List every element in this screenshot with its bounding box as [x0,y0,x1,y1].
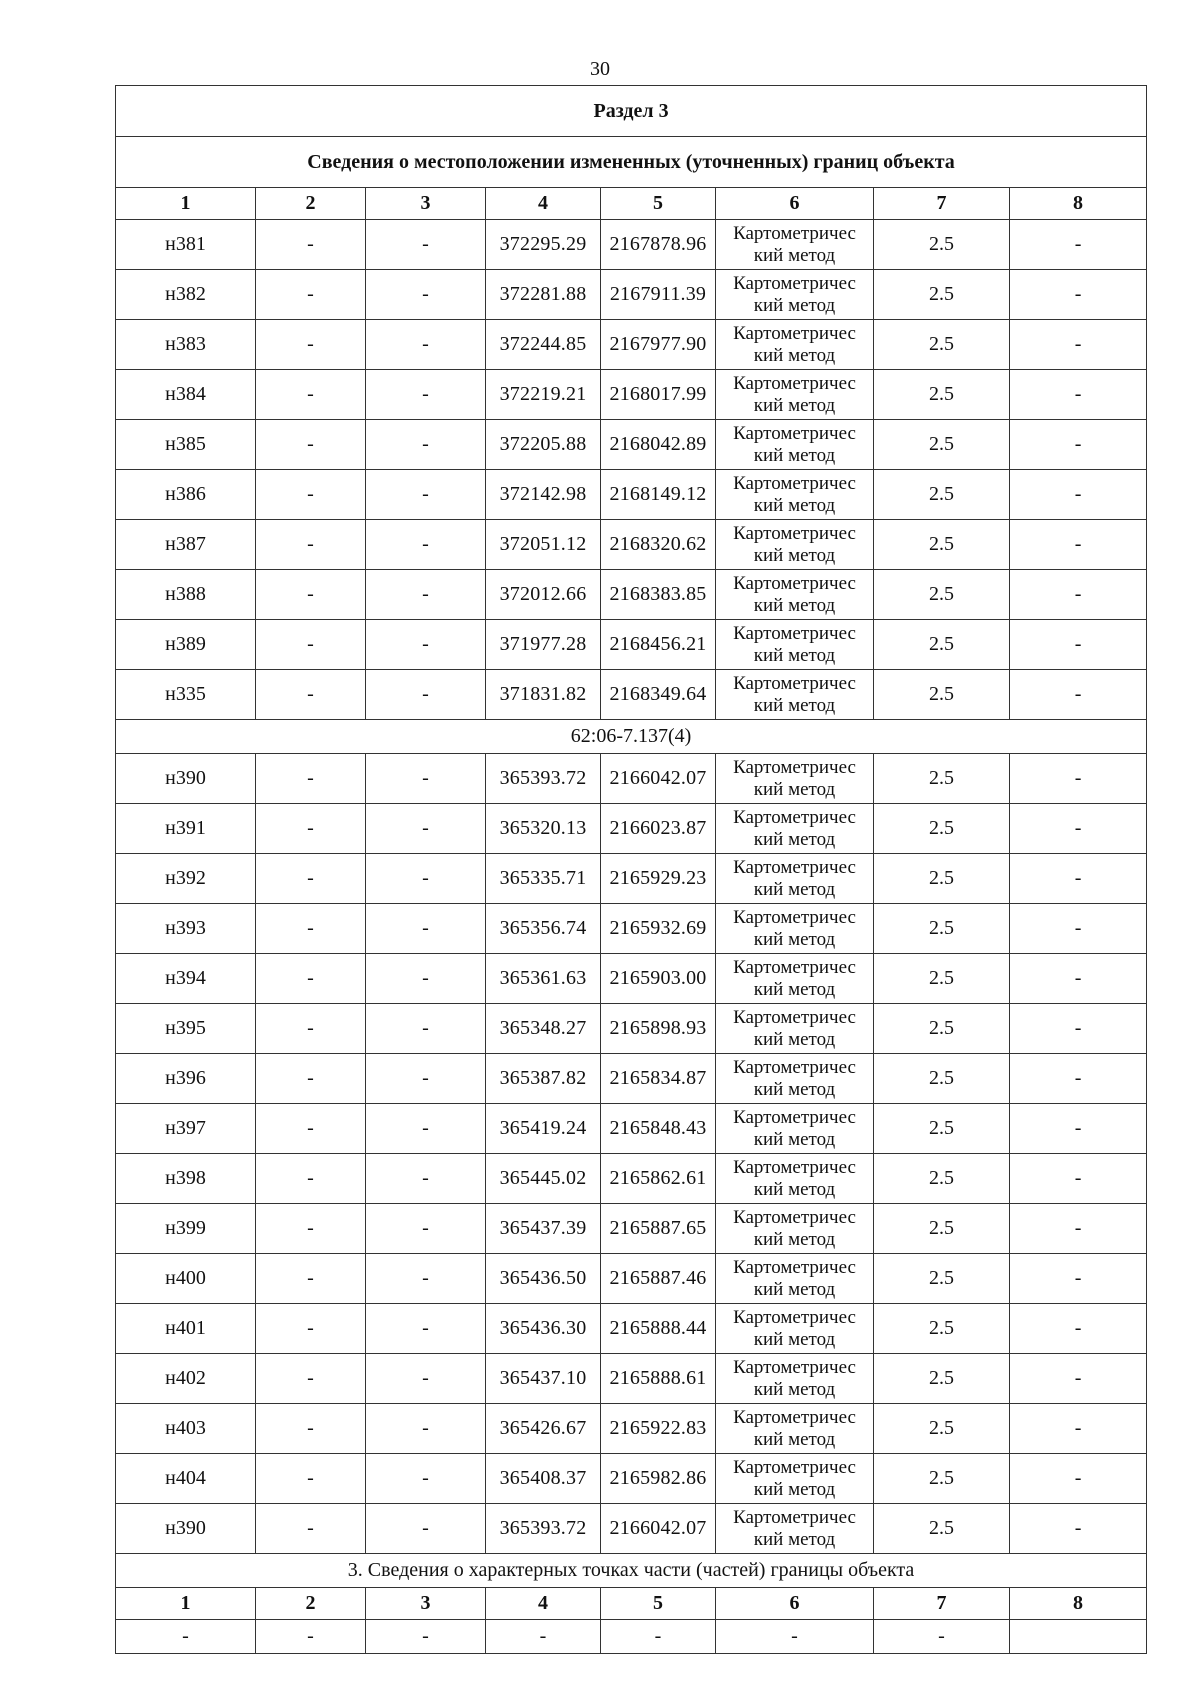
table-cell: 2.5 [874,954,1010,1004]
point-id-cell: н388 [116,570,256,620]
point-id-cell: н387 [116,520,256,570]
table-cell: 372012.66 [486,570,601,620]
column-header: 4 [486,188,601,220]
method-cell: Картометричес кий метод [716,1104,874,1154]
table-cell: - [256,420,366,470]
point-id-cell: н393 [116,904,256,954]
method-cell: Картометричес кий метод [716,1004,874,1054]
table-cell: 365348.27 [486,1004,601,1054]
table-cell: 2.5 [874,470,1010,520]
table-cell: - [256,1504,366,1554]
point-id-cell: н390 [116,754,256,804]
table-row [116,854,1147,904]
table-cell: 2166042.07 [601,754,716,804]
table-cell: 2165929.23 [601,854,716,904]
column-header: 4 [486,1588,601,1620]
point-id-cell: н398 [116,1154,256,1204]
table-row [116,1454,1147,1504]
table-cell: 2168456.21 [601,620,716,670]
method-cell: Картометричес кий метод [716,520,874,570]
table-cell: - [256,1154,366,1204]
table-cell: - [1010,1504,1147,1554]
table-row [116,1204,1147,1254]
table-cell: - [1010,1054,1147,1104]
column-header: 7 [874,1588,1010,1620]
table-cell: 372281.88 [486,270,601,320]
table-cell: - [874,1620,1010,1654]
table-row [116,1404,1147,1454]
table-cell: 2165982.86 [601,1454,716,1504]
point-id-cell: н386 [116,470,256,520]
table-cell: - [366,1054,486,1104]
method-cell: Картометричес кий метод [716,1254,874,1304]
table-cell: 2165887.46 [601,1254,716,1304]
table-cell: 2.5 [874,270,1010,320]
table-row [116,1004,1147,1054]
table-cell: 365356.74 [486,904,601,954]
point-id-cell: н404 [116,1454,256,1504]
table-cell: - [256,270,366,320]
table-row [116,620,1147,670]
table-cell: 2.5 [874,320,1010,370]
section3-label: 3. Сведения о характерных точках части (частей) границы объекта [116,1554,1147,1588]
table-cell: - [256,1304,366,1354]
table-cell: 2.5 [874,1454,1010,1504]
table-cell: - [256,804,366,854]
table-cell: - [1010,620,1147,670]
column-header: 5 [601,188,716,220]
table-cell: - [366,570,486,620]
table-cell: - [366,1254,486,1304]
table-cell: 365436.30 [486,1304,601,1354]
point-id-cell: н390 [116,1504,256,1554]
table-cell: 365320.13 [486,804,601,854]
table-cell: - [256,320,366,370]
table-cell: - [366,1004,486,1054]
method-cell: Картометричес кий метод [716,754,874,804]
point-id-cell: н385 [116,420,256,470]
table-cell: 2167878.96 [601,220,716,270]
table-cell: 2.5 [874,1504,1010,1554]
table-cell: 371831.82 [486,670,601,720]
table-row [116,470,1147,520]
table-cell: 2165932.69 [601,904,716,954]
table-cell: - [366,520,486,570]
table-cell: 2166042.07 [601,1504,716,1554]
method-cell: Картометричес кий метод [716,954,874,1004]
table-cell: - [256,904,366,954]
table-cell: - [366,954,486,1004]
table-cell: 2.5 [874,904,1010,954]
table-cell: - [366,620,486,670]
table-cell: - [366,854,486,904]
table-cell: - [256,1354,366,1404]
table-cell: - [256,1204,366,1254]
section-title: Раздел 3 [116,86,1147,137]
point-id-cell: н381 [116,220,256,270]
table-cell: 365445.02 [486,1154,601,1204]
point-id-cell: н403 [116,1404,256,1454]
table-cell: 2168017.99 [601,370,716,420]
method-cell: Картометричес кий метод [716,1504,874,1554]
table-cell: - [366,804,486,854]
table-cell: 371977.28 [486,620,601,670]
table-row [116,954,1147,1004]
table-cell: 365361.63 [486,954,601,1004]
table-cell: - [1010,320,1147,370]
table-cell: - [1010,470,1147,520]
method-cell: Картометричес кий метод [716,1204,874,1254]
table-cell: 372219.21 [486,370,601,420]
table-cell: - [486,1620,601,1654]
point-id-cell: н389 [116,620,256,670]
table-cell: 2165922.83 [601,1404,716,1454]
table-cell: - [256,220,366,270]
table-cell: 2.5 [874,1154,1010,1204]
table-cell: - [256,754,366,804]
table-row [116,420,1147,470]
column-header: 6 [716,188,874,220]
column-header: 8 [1010,188,1147,220]
section3-header-row [116,1588,1147,1620]
table-cell [1010,1620,1147,1654]
table-cell: 2.5 [874,670,1010,720]
table-cell: 365419.24 [486,1104,601,1154]
method-cell: Картометричес кий метод [716,370,874,420]
table-cell: 2168383.85 [601,570,716,620]
point-id-cell: н400 [116,1254,256,1304]
table-cell: 2.5 [874,370,1010,420]
table-cell: - [1010,1154,1147,1204]
table-cell: 365408.37 [486,1454,601,1504]
table-row [116,754,1147,804]
method-cell: Картометричес кий метод [716,904,874,954]
table-cell: 2.5 [874,1254,1010,1304]
cadastral-group-label: 62:06-7.137(4) [116,720,1147,754]
point-id-cell: н396 [116,1054,256,1104]
point-id-cell: н335 [116,670,256,720]
table-cell: 2.5 [874,1354,1010,1404]
table-cell: - [601,1620,716,1654]
table-cell: - [366,370,486,420]
table-cell: - [116,1620,256,1654]
method-cell: Картометричес кий метод [716,420,874,470]
section3-row [116,1620,1147,1654]
table-row [116,570,1147,620]
table-cell: - [256,1254,366,1304]
point-id-cell: н384 [116,370,256,420]
table-cell: 2168042.89 [601,420,716,470]
point-id-cell: н399 [116,1204,256,1254]
table-cell: 2.5 [874,620,1010,670]
table-cell: - [1010,1304,1147,1354]
table-cell: 2168320.62 [601,520,716,570]
table-cell: 2.5 [874,804,1010,854]
table-cell: - [366,270,486,320]
table-row [116,1104,1147,1154]
table-cell: 2165887.65 [601,1204,716,1254]
table-cell: - [1010,1404,1147,1454]
table-cell: 365437.10 [486,1354,601,1404]
point-id-cell: н402 [116,1354,256,1404]
table-cell: 2.5 [874,1204,1010,1254]
table-row [116,270,1147,320]
table-cell: 372051.12 [486,520,601,570]
table-cell: - [1010,1104,1147,1154]
table-cell: - [256,1404,366,1454]
table-cell: - [366,470,486,520]
table-cell: - [366,420,486,470]
point-id-cell: н394 [116,954,256,1004]
table-cell: - [256,1104,366,1154]
table-cell: - [366,320,486,370]
table-cell: - [256,1054,366,1104]
table-cell: - [366,1504,486,1554]
table-row [116,1054,1147,1104]
table-cell: 372205.88 [486,420,601,470]
table-cell: 2167977.90 [601,320,716,370]
table-cell: - [366,670,486,720]
table-cell: - [1010,804,1147,854]
table-cell: - [256,1620,366,1654]
table-cell: 2.5 [874,570,1010,620]
method-cell: Картометричес кий метод [716,670,874,720]
table-cell: - [256,620,366,670]
table-cell: - [256,854,366,904]
table-cell: - [1010,1004,1147,1054]
table-cell: 365436.50 [486,1254,601,1304]
table-cell: - [1010,1254,1147,1304]
method-cell: Картометричес кий метод [716,1404,874,1454]
table-cell: - [1010,1354,1147,1404]
table-cell: 2.5 [874,1104,1010,1154]
method-cell: Картометричес кий метод [716,220,874,270]
table-cell: - [1010,854,1147,904]
column-header: 5 [601,1588,716,1620]
column-header: 2 [256,188,366,220]
point-id-cell: н392 [116,854,256,904]
point-id-cell: н391 [116,804,256,854]
table-cell: - [366,1404,486,1454]
table-cell: 2.5 [874,1304,1010,1354]
table-cell: - [1010,570,1147,620]
table-cell: - [1010,754,1147,804]
column-header: 7 [874,188,1010,220]
table-cell: 2165862.61 [601,1154,716,1204]
table-cell: 365437.39 [486,1204,601,1254]
table-cell: - [366,1304,486,1354]
table-cell: - [256,1454,366,1504]
table-row [116,904,1147,954]
table-cell: 2.5 [874,420,1010,470]
table-row [116,804,1147,854]
point-id-cell: н397 [116,1104,256,1154]
table-cell: 2.5 [874,754,1010,804]
table-cell: 2.5 [874,1004,1010,1054]
table-cell: - [366,1354,486,1404]
table-row [116,1254,1147,1304]
table-cell: 372295.29 [486,220,601,270]
table-cell: 2.5 [874,1404,1010,1454]
table-cell: 2.5 [874,220,1010,270]
method-cell: Картометричес кий метод [716,320,874,370]
table-cell: 365393.72 [486,1504,601,1554]
table-cell: - [1010,370,1147,420]
column-header: 1 [116,188,256,220]
table-cell: - [256,954,366,1004]
table-cell: - [366,1154,486,1204]
column-header: 6 [716,1588,874,1620]
method-cell: Картометричес кий метод [716,1054,874,1104]
table-cell: - [1010,1454,1147,1504]
table-cell: 2165848.43 [601,1104,716,1154]
table-cell: - [256,370,366,420]
table-row [116,1304,1147,1354]
method-cell: Картометричес кий метод [716,620,874,670]
column-header: 1 [116,1588,256,1620]
column-header-row [116,188,1147,220]
table-cell: - [256,520,366,570]
page-number: 30 [590,58,610,80]
table-row [116,1154,1147,1204]
method-cell: Картометричес кий метод [716,270,874,320]
table-cell: 372142.98 [486,470,601,520]
table-cell: - [256,670,366,720]
table-cell: - [716,1620,874,1654]
table-cell: - [366,904,486,954]
table-cell: - [1010,670,1147,720]
table-cell: - [1010,520,1147,570]
table-cell: - [1010,954,1147,1004]
table-cell: - [1010,420,1147,470]
method-cell: Картометричес кий метод [716,804,874,854]
table-cell: - [256,1004,366,1054]
table-cell: 2168349.64 [601,670,716,720]
table-cell: - [366,1454,486,1504]
table-cell: 2165903.00 [601,954,716,1004]
table-row [116,320,1147,370]
table-row [116,1504,1147,1554]
table-cell: 2168149.12 [601,470,716,520]
column-header: 3 [366,188,486,220]
table-cell: 365387.82 [486,1054,601,1104]
method-cell: Картометричес кий метод [716,854,874,904]
table-cell: 2165834.87 [601,1054,716,1104]
point-id-cell: н383 [116,320,256,370]
table-cell: 365426.67 [486,1404,601,1454]
table-cell: - [366,1204,486,1254]
table-row [116,520,1147,570]
table-subtitle: Сведения о местоположении измененных (уточненных) границ объекта [116,137,1147,188]
table-cell: - [1010,270,1147,320]
table-cell: - [366,220,486,270]
table-cell: 2165888.61 [601,1354,716,1404]
table-cell: - [366,1620,486,1654]
point-id-cell: н382 [116,270,256,320]
method-cell: Картометричес кий метод [716,1304,874,1354]
method-cell: Картометричес кий метод [716,1154,874,1204]
table-cell: - [1010,1204,1147,1254]
table-row [116,220,1147,270]
table-cell: 2.5 [874,520,1010,570]
table-cell: 2165898.93 [601,1004,716,1054]
table-row [116,670,1147,720]
table-cell: 2167911.39 [601,270,716,320]
column-header: 2 [256,1588,366,1620]
table-cell: - [256,470,366,520]
table-cell: 372244.85 [486,320,601,370]
table-cell: 2166023.87 [601,804,716,854]
table-cell: - [1010,904,1147,954]
table-cell: 2165888.44 [601,1304,716,1354]
method-cell: Картометричес кий метод [716,1354,874,1404]
method-cell: Картометричес кий метод [716,1454,874,1504]
table-cell: - [366,754,486,804]
table-row [116,1354,1147,1404]
table-cell: - [256,570,366,620]
table-cell: - [366,1104,486,1154]
table-cell: 365393.72 [486,754,601,804]
table-cell: 2.5 [874,854,1010,904]
column-header: 8 [1010,1588,1147,1620]
method-cell: Картометричес кий метод [716,570,874,620]
column-header: 3 [366,1588,486,1620]
table-cell: 365335.71 [486,854,601,904]
table-cell: 2.5 [874,1054,1010,1104]
table-row [116,370,1147,420]
method-cell: Картометричес кий метод [716,470,874,520]
boundary-table [115,85,1147,1654]
point-id-cell: н395 [116,1004,256,1054]
table-cell: - [1010,220,1147,270]
point-id-cell: н401 [116,1304,256,1354]
